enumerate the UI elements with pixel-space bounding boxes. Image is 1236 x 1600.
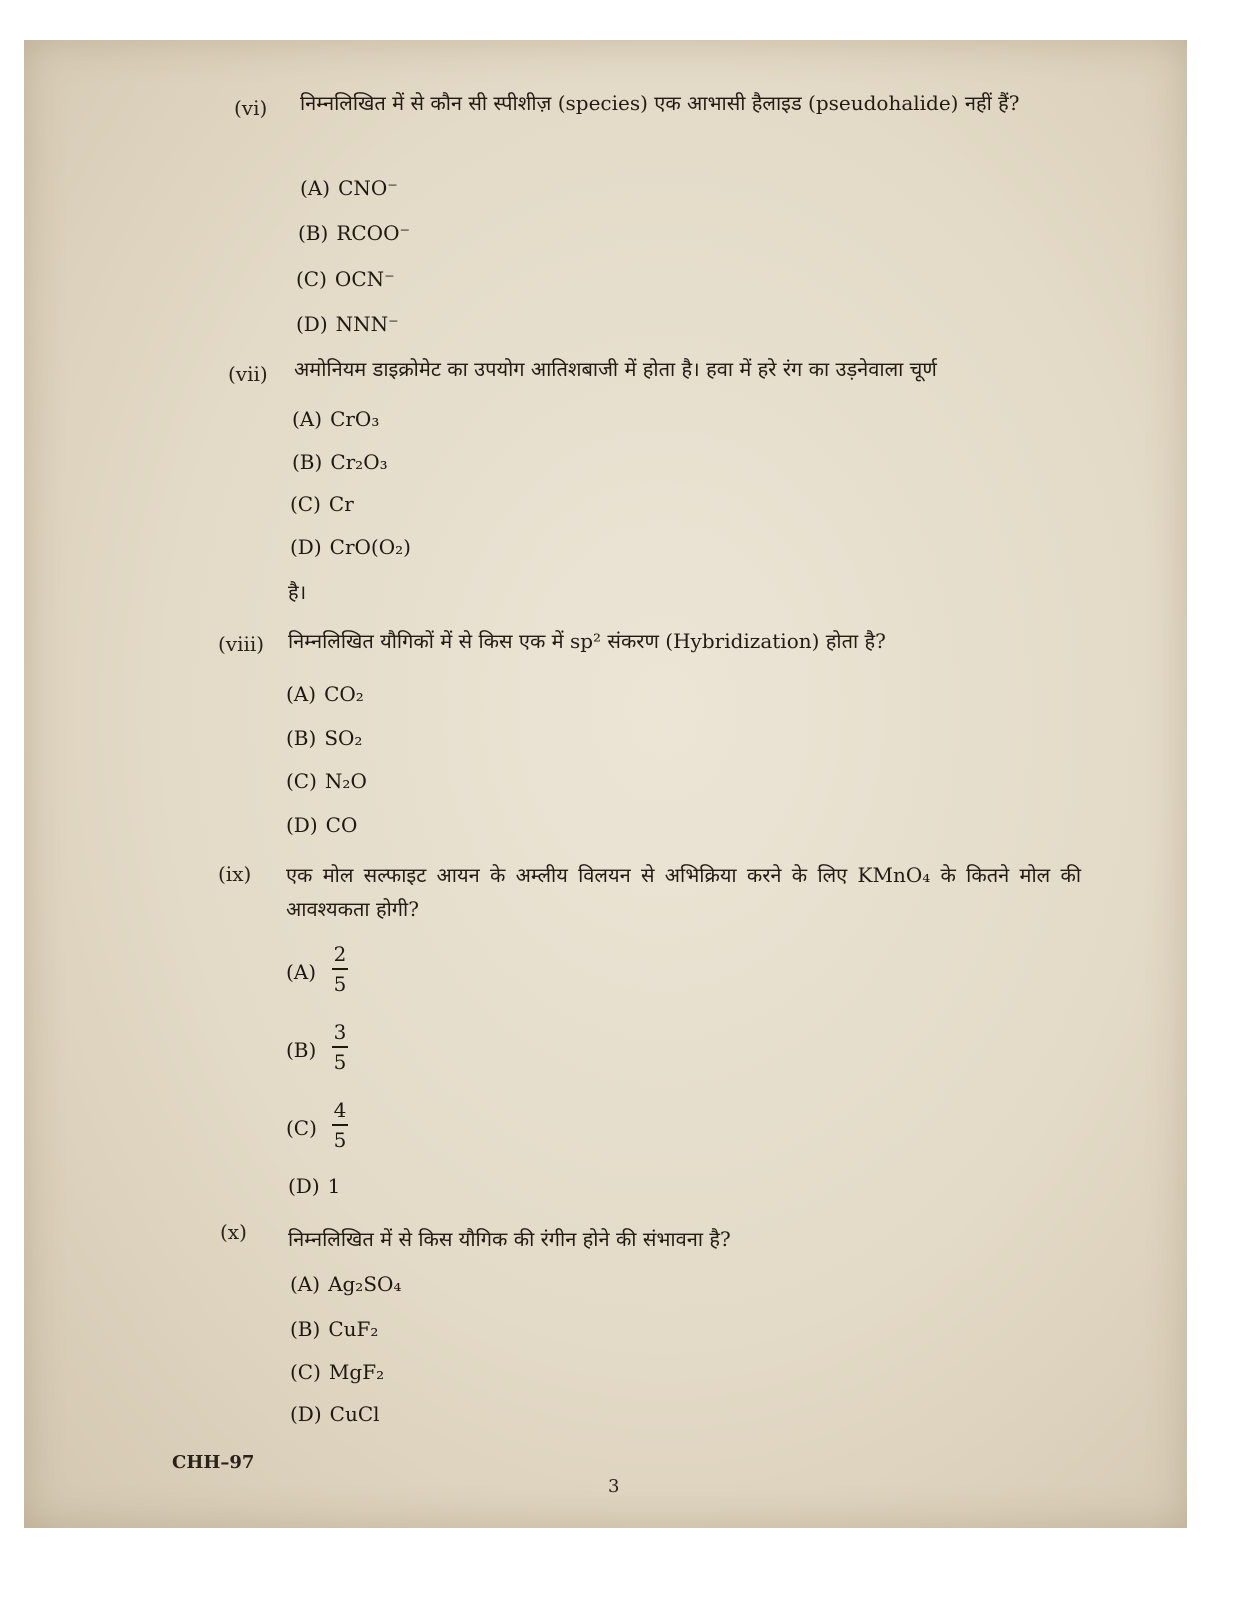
option	[286, 769, 367, 793]
fraction-bar	[332, 1046, 348, 1048]
option-label: (C)	[286, 1116, 317, 1140]
option	[296, 312, 399, 336]
option-label: (B)	[286, 726, 317, 750]
option-label: (A)	[290, 1272, 321, 1296]
option-value: CrO₃	[330, 407, 380, 431]
question-trailing-text: है।	[288, 580, 307, 604]
option-label: (D)	[290, 1402, 322, 1426]
option-value: N₂O	[324, 769, 367, 793]
option	[290, 1360, 384, 1384]
fraction-numerator: 4	[333, 1098, 347, 1122]
option-label: (B)	[292, 450, 323, 474]
option-label: (C)	[290, 492, 321, 516]
option-value: CuCl	[329, 1402, 380, 1426]
option-label: (A)	[300, 176, 331, 200]
question-text: निम्नलिखित यौगिकों में से किस एक में sp² संकरण (Hybridization) होता है?	[288, 629, 886, 653]
option-value: Ag₂SO₄	[328, 1272, 402, 1296]
option-label: (B)	[298, 221, 329, 245]
question-number: (ix)	[218, 862, 252, 886]
option-label: (D)	[288, 1174, 320, 1198]
option	[290, 1317, 378, 1341]
option-value: NNN⁻	[335, 312, 399, 336]
option	[290, 492, 354, 516]
option-value: CNO⁻	[338, 176, 398, 200]
option-label: (A)	[286, 960, 317, 984]
fraction-numerator: 3	[333, 1020, 347, 1044]
option	[290, 1402, 380, 1426]
option	[290, 1272, 401, 1296]
question-text: निम्नलिखित में से किस यौगिक की रंगीन होने की संभावना है?	[288, 1227, 731, 1251]
option	[286, 813, 357, 837]
question-number: (vii)	[228, 362, 268, 386]
fraction-denominator: 5	[333, 972, 347, 996]
option	[290, 535, 411, 559]
option-label: (C)	[290, 1360, 321, 1384]
question-text: निम्नलिखित में से कौन सी स्पीशीज़ (species) एक आभासी हैलाइड (pseudohalide) नहीं हैं?	[300, 91, 1020, 115]
option-label: (D)	[296, 312, 328, 336]
fraction	[332, 1020, 348, 1074]
option	[298, 221, 410, 245]
fraction-denominator: 5	[333, 1128, 347, 1152]
option-label: (D)	[290, 535, 322, 559]
question-number: (vi)	[234, 96, 268, 120]
option-value: SO₂	[324, 726, 363, 750]
question-number: (x)	[220, 1220, 247, 1244]
option-value: CO₂	[324, 682, 364, 706]
fraction-numerator: 2	[333, 942, 347, 966]
fraction-bar	[332, 968, 348, 970]
fraction-bar	[332, 1124, 348, 1126]
option-value: CrO(O₂)	[329, 535, 411, 559]
fraction-denominator: 5	[333, 1050, 347, 1074]
option-value: CuF₂	[328, 1317, 379, 1341]
option	[288, 1174, 340, 1198]
option-label: (C)	[286, 769, 317, 793]
option-value: OCN⁻	[334, 267, 395, 291]
option-label: (C)	[296, 267, 327, 291]
option	[292, 407, 379, 431]
option-value: Cr	[328, 492, 354, 516]
question-text: अमोनियम डाइक्रोमेट का उपयोग आतिशबाजी में होता है। हवा में हरे रंग का उड़नेवाला चूर्ण	[294, 357, 937, 381]
option-value: CO	[325, 813, 358, 837]
option-label: (B)	[286, 1038, 317, 1062]
option	[292, 450, 388, 474]
question-text: एक मोल सल्फाइट आयन के अम्लीय विलयन से अभिक्रिया करने के लिए KMnO₄ के कितने मोल की आवश्यकता होगी?	[286, 863, 1081, 921]
option-label: (B)	[290, 1317, 321, 1341]
question-number: (viii)	[218, 632, 265, 656]
option	[300, 176, 398, 200]
fraction	[332, 1098, 348, 1152]
page-number: 3	[608, 1476, 620, 1497]
option-value: Cr₂O₃	[330, 450, 388, 474]
option	[286, 682, 364, 706]
exam-page	[24, 40, 1187, 1528]
option-value: MgF₂	[328, 1360, 385, 1384]
option-label: (D)	[286, 813, 318, 837]
option-label: (A)	[286, 682, 317, 706]
option-label: (A)	[292, 407, 323, 431]
paper-code: CHH–97	[172, 1452, 255, 1473]
fraction	[332, 942, 348, 996]
option-value: 1	[327, 1174, 341, 1198]
option-value: RCOO⁻	[336, 221, 411, 245]
option	[286, 726, 362, 750]
option	[296, 267, 395, 291]
